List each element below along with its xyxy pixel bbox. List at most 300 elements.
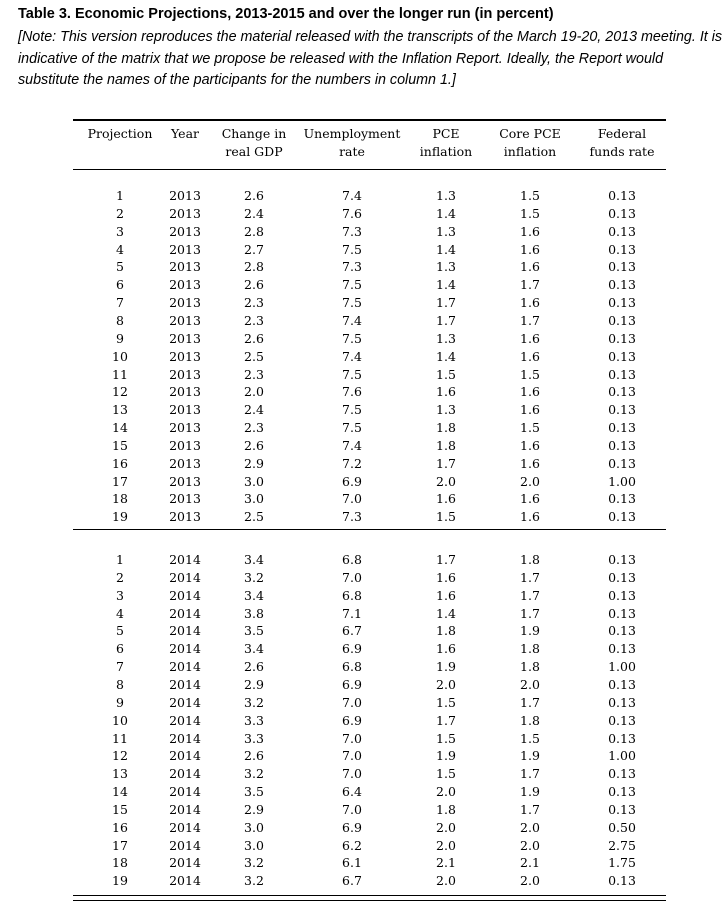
cell-pce: 1.4 [436,605,456,621]
cell-year: 2013 [169,491,201,507]
cell-pce: 1.7 [436,552,456,567]
cell-fed-funds: 0.13 [608,587,636,603]
cell-gdp: 2.9 [244,801,264,817]
cell-fed-funds: 0.13 [608,676,636,692]
cell-year: 2014 [169,748,201,764]
cell-pce: 1.9 [436,748,456,764]
header-pce-inflation: PCE inflation [419,126,473,159]
cell-gdp: 2.5 [244,509,264,525]
cell-core-pce: 1.7 [520,569,540,585]
table-row [0,837,726,855]
cell-year: 2013 [169,312,201,328]
cell-core-pce: 1.6 [520,259,540,275]
cell-unemployment: 7.0 [342,748,362,764]
cell-pce: 1.6 [436,384,456,400]
cell-projection: 3 [116,587,124,603]
cell-year: 2013 [169,295,201,311]
cell-year: 2013 [169,277,201,293]
cell-core-pce: 2.0 [520,819,540,835]
cell-gdp: 3.2 [244,873,264,889]
cell-projection: 9 [116,694,124,710]
cell-fed-funds: 2.75 [608,837,636,853]
table-row [0,551,726,569]
header-core-pce-inflation: Core PCE inflation [499,126,561,159]
cell-fed-funds: 0.13 [608,509,636,525]
cell-year: 2013 [169,437,201,453]
cell-core-pce: 1.7 [520,694,540,710]
cell-fed-funds: 0.13 [608,801,636,817]
cell-fed-funds: 0.13 [608,259,636,275]
cell-pce: 1.7 [436,295,456,311]
cell-unemployment: 7.3 [342,223,362,239]
cell-unemployment: 6.2 [342,837,362,853]
cell-core-pce: 1.8 [520,552,540,567]
cell-core-pce: 2.0 [520,676,540,692]
cell-unemployment: 6.4 [342,784,362,800]
cell-fed-funds: 0.13 [608,873,636,889]
cell-unemployment: 7.5 [342,420,362,436]
table-row [0,437,726,455]
cell-year: 2014 [169,730,201,746]
cell-year: 2014 [169,552,201,567]
cell-year: 2013 [169,330,201,346]
cell-projection: 14 [112,784,128,800]
cell-year: 2013 [169,259,201,275]
cell-year: 2013 [169,455,201,471]
cell-unemployment: 6.9 [342,819,362,835]
cell-year: 2014 [169,605,201,621]
cell-unemployment: 6.7 [342,873,362,889]
cell-core-pce: 1.7 [520,312,540,328]
table-row [0,587,726,605]
cell-core-pce: 2.0 [520,473,540,489]
cell-pce: 1.3 [436,402,456,418]
table-row [0,783,726,801]
cell-year: 2013 [169,188,201,203]
cell-core-pce: 1.7 [520,605,540,621]
cell-gdp: 2.4 [244,205,264,221]
cell-unemployment: 7.4 [342,348,362,364]
cell-gdp: 2.3 [244,295,264,311]
cell-unemployment: 6.9 [342,473,362,489]
cell-projection: 18 [112,491,128,507]
cell-core-pce: 2.0 [520,873,540,889]
cell-pce: 1.3 [436,330,456,346]
cell-pce: 2.0 [436,473,456,489]
cell-core-pce: 1.6 [520,295,540,311]
cell-gdp: 3.3 [244,712,264,728]
cell-pce: 1.3 [436,223,456,239]
cell-core-pce: 1.7 [520,766,540,782]
cell-gdp: 2.0 [244,384,264,400]
cell-pce: 1.5 [436,694,456,710]
cell-core-pce: 1.5 [520,188,540,203]
table-row [0,801,726,819]
table-row [0,383,726,401]
table-row [0,508,726,526]
table-title: Table 3. Economic Projections, 2013-2015 and over the longer run (in percent) [18,6,554,22]
cell-gdp: 3.5 [244,784,264,800]
cell-gdp: 2.6 [244,330,264,346]
cell-core-pce: 1.5 [520,205,540,221]
header-change-in-real-gdp: Change in real GDP [221,126,287,159]
cell-fed-funds: 0.13 [608,223,636,239]
cell-projection: 2 [116,205,124,221]
cell-pce: 2.0 [436,873,456,889]
cell-unemployment: 7.0 [342,730,362,746]
cell-gdp: 3.0 [244,491,264,507]
cell-unemployment: 6.8 [342,587,362,603]
cell-year: 2014 [169,623,201,639]
cell-year: 2013 [169,509,201,525]
cell-projection: 14 [112,420,128,436]
table-row [0,819,726,837]
table-row [0,658,726,676]
cell-projection: 13 [112,766,128,782]
cell-fed-funds: 0.13 [608,205,636,221]
cell-projection: 17 [112,473,128,489]
header-year: Year [171,126,199,141]
cell-pce: 1.5 [436,766,456,782]
cell-pce: 1.3 [436,259,456,275]
cell-core-pce: 1.7 [520,801,540,817]
cell-pce: 1.6 [436,569,456,585]
cell-fed-funds: 0.13 [608,712,636,728]
cell-fed-funds: 0.13 [608,366,636,382]
cell-projection: 4 [116,241,124,257]
cell-core-pce: 2.0 [520,837,540,853]
cell-fed-funds: 0.13 [608,455,636,471]
cell-fed-funds: 0.13 [608,694,636,710]
table-row [0,676,726,694]
cell-pce: 1.7 [436,312,456,328]
cell-pce: 2.0 [436,819,456,835]
cell-pce: 1.4 [436,205,456,221]
cell-pce: 1.6 [436,491,456,507]
cell-year: 2014 [169,801,201,817]
cell-pce: 1.9 [436,659,456,675]
cell-year: 2014 [169,694,201,710]
cell-pce: 1.5 [436,509,456,525]
table-row [0,712,726,730]
section-rule [73,529,666,530]
cell-projection: 6 [116,277,124,293]
cell-year: 2014 [169,837,201,853]
cell-pce: 1.8 [436,420,456,436]
cell-projection: 2 [116,569,124,585]
cell-fed-funds: 0.13 [608,188,636,203]
cell-gdp: 2.6 [244,659,264,675]
cell-gdp: 2.8 [244,259,264,275]
cell-year: 2013 [169,420,201,436]
table-row [0,205,726,223]
cell-year: 2013 [169,223,201,239]
cell-projection: 18 [112,855,128,871]
cell-year: 2014 [169,659,201,675]
cell-core-pce: 1.8 [520,641,540,657]
cell-projection: 16 [112,455,128,471]
header-projection: Projection [87,126,153,141]
cell-gdp: 3.8 [244,605,264,621]
cell-fed-funds: 0.13 [608,312,636,328]
cell-projection: 1 [116,188,124,203]
cell-gdp: 3.4 [244,587,264,603]
table-row [0,490,726,508]
cell-pce: 1.7 [436,712,456,728]
cell-unemployment: 7.5 [342,241,362,257]
cell-gdp: 2.3 [244,366,264,382]
cell-projection: 12 [112,748,128,764]
cell-year: 2014 [169,873,201,889]
table-row [0,401,726,419]
cell-projection: 15 [112,437,128,453]
cell-gdp: 2.3 [244,420,264,436]
cell-unemployment: 7.5 [342,295,362,311]
table-row [0,730,726,748]
cell-projection: 17 [112,837,128,853]
cell-year: 2014 [169,855,201,871]
cell-year: 2014 [169,712,201,728]
table-row [0,276,726,294]
cell-gdp: 3.2 [244,766,264,782]
cell-core-pce: 1.6 [520,455,540,471]
cell-gdp: 2.7 [244,241,264,257]
cell-fed-funds: 0.13 [608,641,636,657]
header-unemployment-rate: Unemployment rate [303,126,401,159]
cell-gdp: 3.4 [244,641,264,657]
cell-year: 2014 [169,766,201,782]
table-row [0,605,726,623]
cell-gdp: 3.3 [244,730,264,746]
header-rule [73,169,666,170]
top-rule [73,119,666,121]
cell-year: 2013 [169,473,201,489]
cell-projection: 15 [112,801,128,817]
cell-unemployment: 7.3 [342,509,362,525]
table-row [0,694,726,712]
cell-unemployment: 7.2 [342,455,362,471]
cell-pce: 2.1 [436,855,456,871]
table-row [0,419,726,437]
cell-gdp: 3.2 [244,694,264,710]
cell-gdp: 3.5 [244,623,264,639]
cell-unemployment: 6.9 [342,641,362,657]
cell-core-pce: 1.8 [520,659,540,675]
cell-unemployment: 7.6 [342,384,362,400]
cell-pce: 2.0 [436,676,456,692]
cell-year: 2013 [169,402,201,418]
cell-pce: 1.4 [436,241,456,257]
cell-fed-funds: 0.13 [608,330,636,346]
table-row [0,312,726,330]
cell-pce: 1.5 [436,730,456,746]
cell-fed-funds: 0.13 [608,384,636,400]
cell-fed-funds: 0.13 [608,569,636,585]
cell-fed-funds: 0.13 [608,402,636,418]
cell-unemployment: 7.4 [342,312,362,328]
cell-gdp: 2.6 [244,748,264,764]
cell-year: 2014 [169,676,201,692]
cell-core-pce: 1.9 [520,784,540,800]
cell-gdp: 2.8 [244,223,264,239]
cell-projection: 4 [116,605,124,621]
cell-projection: 3 [116,223,124,239]
cell-fed-funds: 1.75 [608,855,636,871]
cell-projection: 11 [112,366,128,382]
cell-year: 2014 [169,819,201,835]
cell-projection: 19 [112,509,128,525]
cell-gdp: 2.4 [244,402,264,418]
cell-unemployment: 7.0 [342,766,362,782]
cell-pce: 1.4 [436,348,456,364]
cell-core-pce: 1.6 [520,384,540,400]
cell-fed-funds: 1.00 [608,659,636,675]
cell-projection: 6 [116,641,124,657]
cell-core-pce: 1.6 [520,223,540,239]
bottom-rule-2 [73,900,666,901]
table-row [0,258,726,276]
table-row [0,294,726,312]
cell-gdp: 2.9 [244,676,264,692]
cell-pce: 1.8 [436,623,456,639]
cell-core-pce: 1.7 [520,587,540,603]
cell-pce: 2.0 [436,784,456,800]
cell-fed-funds: 0.13 [608,623,636,639]
cell-core-pce: 1.6 [520,402,540,418]
cell-fed-funds: 0.13 [608,277,636,293]
cell-core-pce: 1.6 [520,491,540,507]
cell-projection: 5 [116,259,124,275]
table-row [0,330,726,348]
cell-unemployment: 6.9 [342,676,362,692]
cell-gdp: 2.6 [244,277,264,293]
cell-fed-funds: 0.13 [608,420,636,436]
cell-gdp: 3.2 [244,855,264,871]
cell-core-pce: 1.6 [520,241,540,257]
cell-core-pce: 1.6 [520,509,540,525]
table-row [0,569,726,587]
cell-gdp: 3.2 [244,569,264,585]
table-row [0,622,726,640]
table-row [0,640,726,658]
cell-projection: 5 [116,623,124,639]
cell-unemployment: 7.1 [342,605,362,621]
cell-unemployment: 6.1 [342,855,362,871]
cell-fed-funds: 0.13 [608,491,636,507]
cell-projection: 8 [116,312,124,328]
cell-fed-funds: 0.13 [608,784,636,800]
cell-gdp: 3.4 [244,552,264,567]
cell-unemployment: 7.0 [342,801,362,817]
cell-projection: 10 [112,712,128,728]
cell-unemployment: 7.5 [342,277,362,293]
cell-gdp: 2.5 [244,348,264,364]
cell-projection: 7 [116,295,124,311]
table-row [0,455,726,473]
cell-projection: 8 [116,676,124,692]
cell-pce: 1.8 [436,437,456,453]
cell-unemployment: 7.6 [342,205,362,221]
table-row [0,348,726,366]
cell-core-pce: 1.7 [520,277,540,293]
cell-core-pce: 1.8 [520,712,540,728]
cell-core-pce: 1.9 [520,623,540,639]
cell-year: 2013 [169,384,201,400]
cell-pce: 1.6 [436,587,456,603]
cell-projection: 13 [112,402,128,418]
table-row [0,473,726,491]
table-row [0,187,726,205]
cell-unemployment: 6.8 [342,552,362,567]
cell-core-pce: 1.5 [520,730,540,746]
cell-core-pce: 2.1 [520,855,540,871]
cell-year: 2014 [169,784,201,800]
cell-fed-funds: 0.13 [608,241,636,257]
cell-unemployment: 7.0 [342,491,362,507]
cell-core-pce: 1.6 [520,330,540,346]
cell-gdp: 2.3 [244,312,264,328]
cell-pce: 1.6 [436,641,456,657]
cell-year: 2013 [169,205,201,221]
table-row [0,241,726,259]
header-federal-funds-rate: Federal funds rate [589,126,655,159]
cell-projection: 10 [112,348,128,364]
table-row [0,223,726,241]
cell-gdp: 2.6 [244,188,264,203]
cell-unemployment: 7.5 [342,366,362,382]
cell-core-pce: 1.9 [520,748,540,764]
cell-unemployment: 6.8 [342,659,362,675]
cell-unemployment: 7.5 [342,402,362,418]
cell-core-pce: 1.5 [520,366,540,382]
cell-unemployment: 6.9 [342,712,362,728]
table-row [0,366,726,384]
cell-fed-funds: 0.13 [608,552,636,567]
cell-unemployment: 7.0 [342,569,362,585]
cell-unemployment: 7.3 [342,259,362,275]
cell-fed-funds: 1.00 [608,473,636,489]
cell-unemployment: 7.0 [342,694,362,710]
table-row [0,872,726,890]
cell-fed-funds: 0.13 [608,295,636,311]
cell-year: 2013 [169,366,201,382]
cell-pce: 1.5 [436,366,456,382]
cell-gdp: 2.9 [244,455,264,471]
bottom-rule-1 [73,895,666,896]
cell-projection: 1 [116,552,124,567]
cell-gdp: 3.0 [244,819,264,835]
cell-fed-funds: 0.13 [608,348,636,364]
cell-projection: 7 [116,659,124,675]
cell-fed-funds: 0.13 [608,605,636,621]
cell-fed-funds: 0.13 [608,437,636,453]
cell-core-pce: 1.6 [520,348,540,364]
cell-year: 2014 [169,569,201,585]
table-row [0,765,726,783]
cell-pce: 1.8 [436,801,456,817]
cell-pce: 1.3 [436,188,456,203]
cell-year: 2013 [169,241,201,257]
cell-projection: 16 [112,819,128,835]
cell-fed-funds: 0.13 [608,730,636,746]
cell-gdp: 3.0 [244,837,264,853]
cell-core-pce: 1.6 [520,437,540,453]
cell-pce: 1.4 [436,277,456,293]
cell-fed-funds: 1.00 [608,748,636,764]
cell-year: 2014 [169,587,201,603]
table-row [0,854,726,872]
table-note: [Note: This version reproduces the material released with the transcripts of the March 19-20, 2013 meeting. It is indicative of the matrix that we propose be released with the Inflation Report. Ideally, the Report would substitute the names of the participants for the numbers in column 1.] [18,29,723,88]
